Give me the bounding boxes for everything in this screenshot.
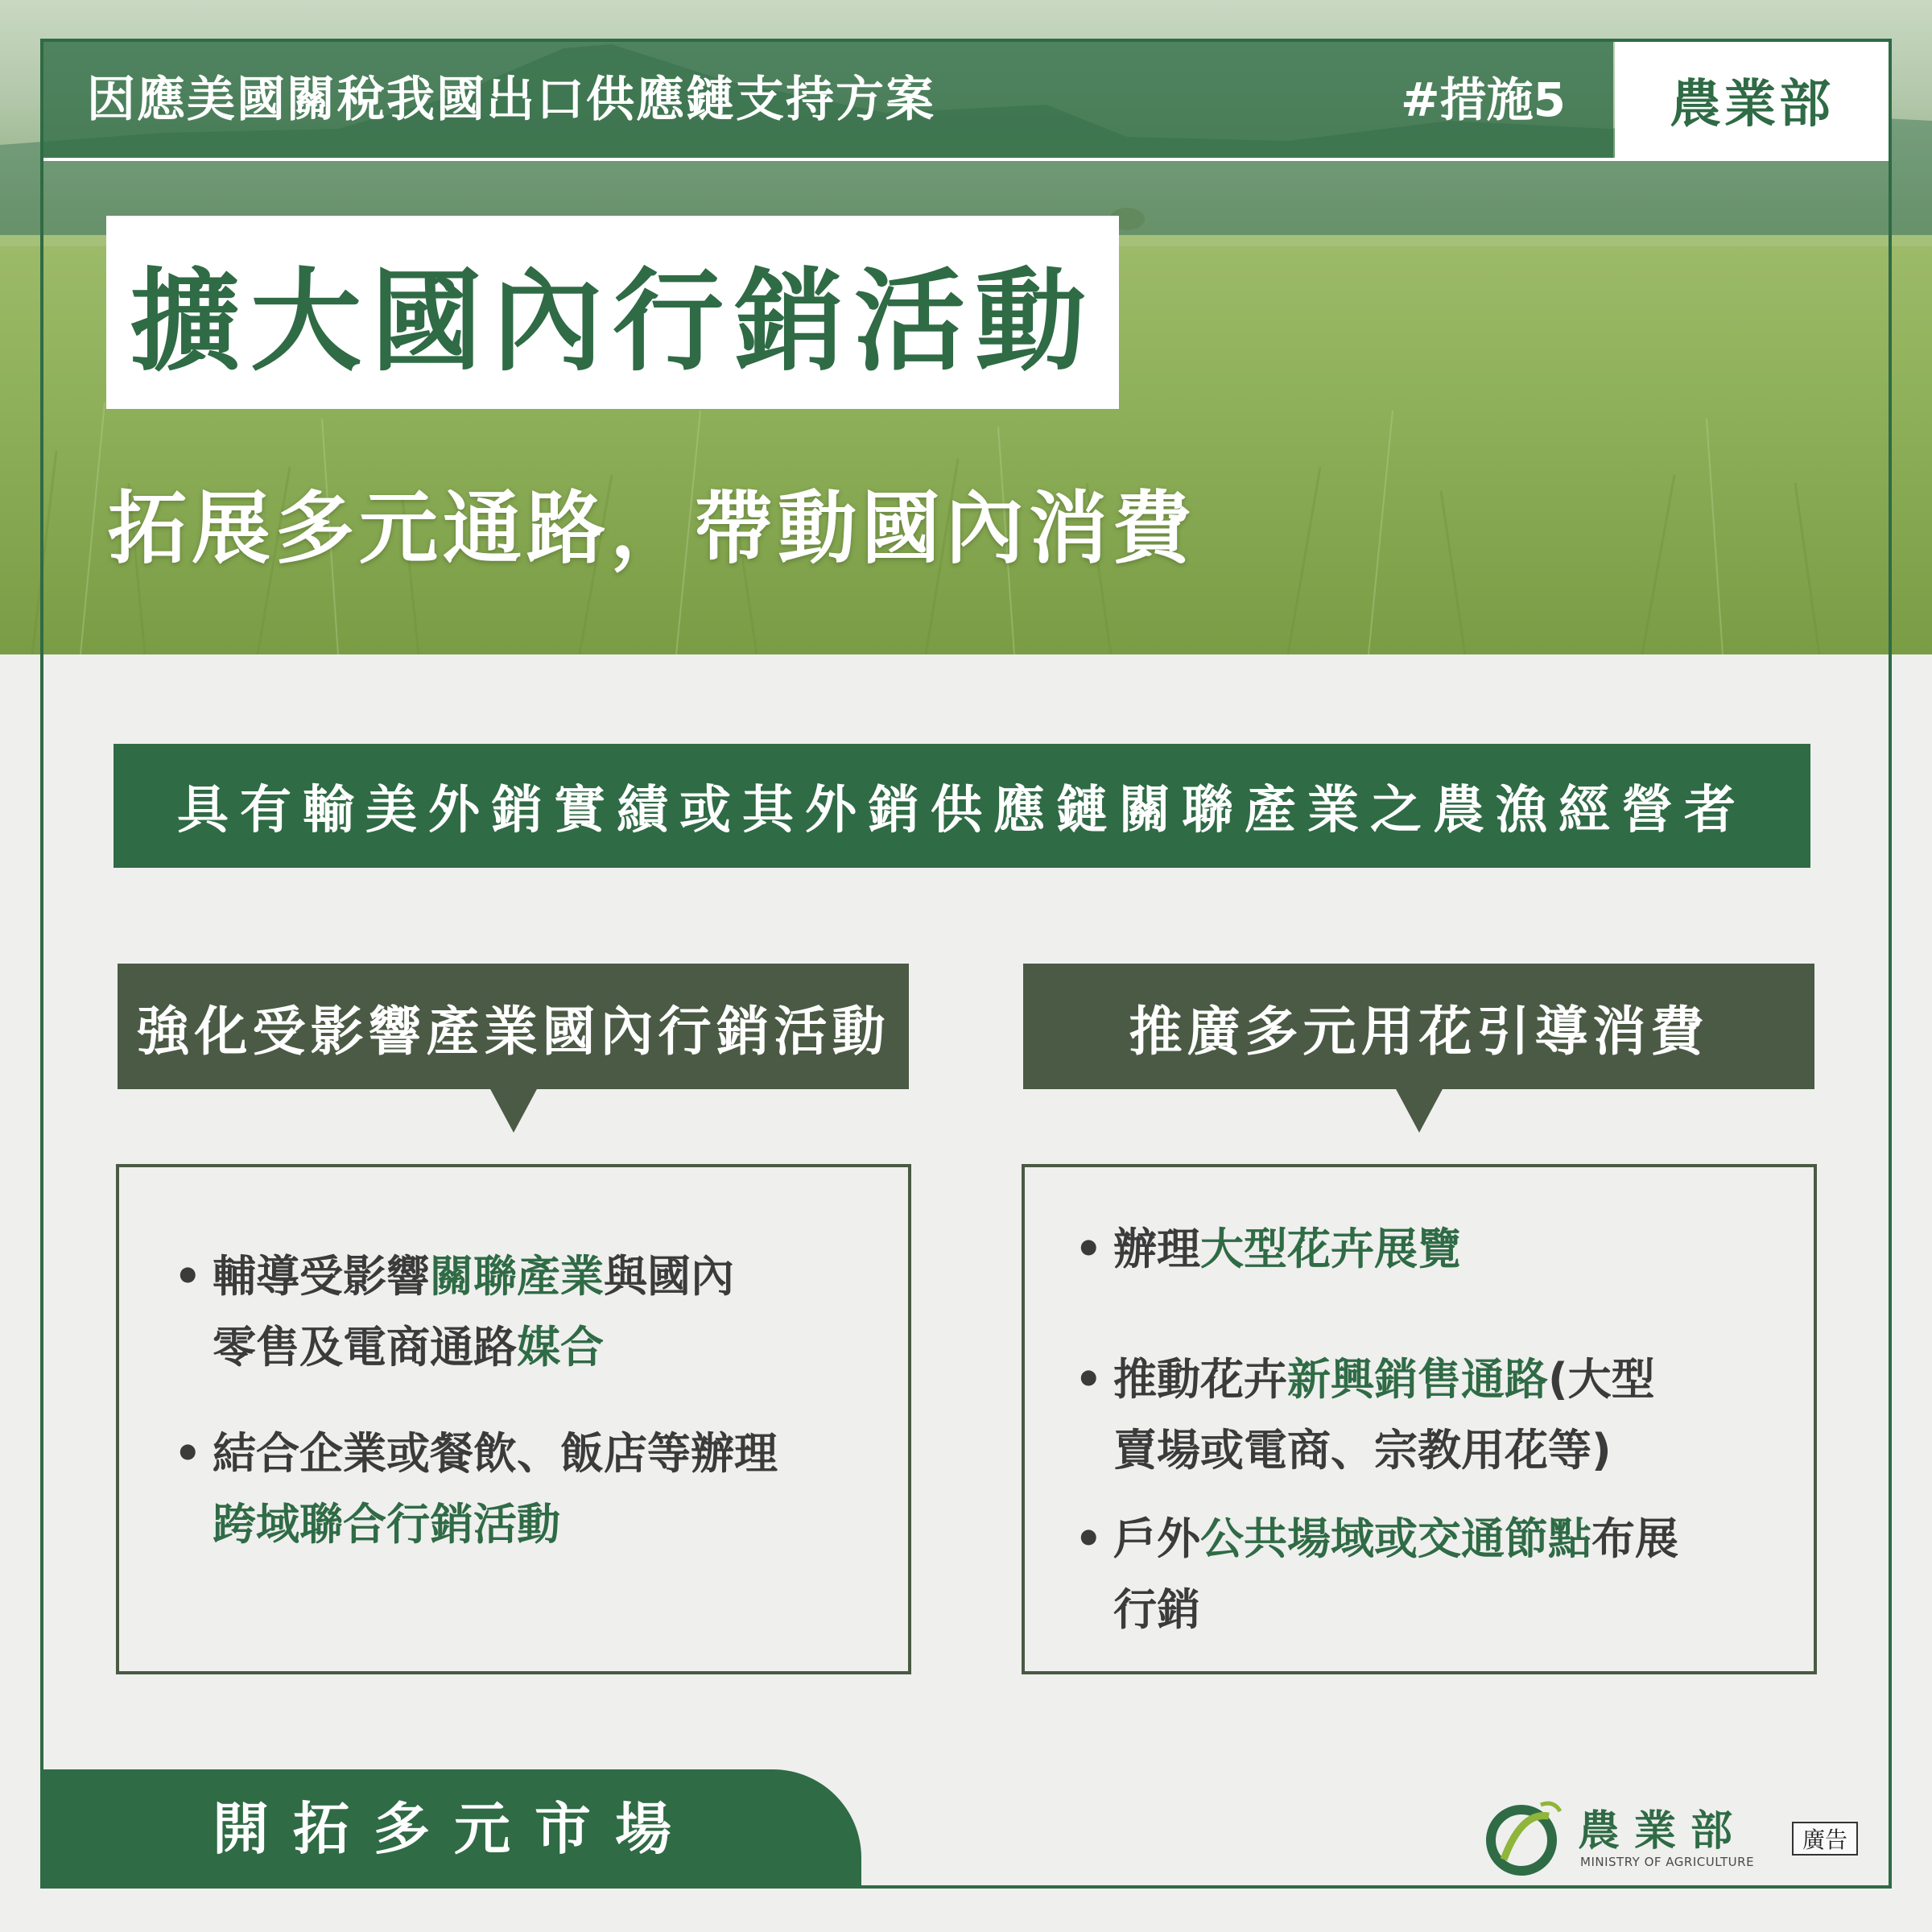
bullet-icon: •	[1075, 1513, 1103, 1564]
advertisement-badge	[1792, 1822, 1858, 1856]
item-text: 結合企業或餐飲、飯店等辦理	[213, 1428, 778, 1479]
list-item	[174, 1241, 734, 1383]
item-text: 賣場或電商、宗教用花等)	[1113, 1425, 1612, 1476]
ad-label: 廣告	[1802, 1827, 1847, 1853]
target-group-bar	[114, 744, 1810, 868]
bullet-icon: •	[174, 1428, 202, 1479]
item-text: 辦理	[1113, 1224, 1200, 1274]
agency-label: 農業部	[1670, 75, 1834, 134]
left-heading-text: 強化受影響產業國內行銷活動	[136, 1000, 890, 1063]
item-text: (大型	[1548, 1354, 1655, 1405]
footer-tab	[43, 1769, 861, 1889]
list-item	[1075, 1344, 1655, 1486]
logo-english-name: MINISTRY OF AGRICULTURE	[1580, 1855, 1755, 1869]
list-item	[174, 1418, 778, 1560]
frame-divider	[40, 158, 1892, 161]
item-highlight: 媒合	[517, 1322, 604, 1373]
down-arrow-icon	[1395, 1088, 1443, 1133]
item-highlight: 大型花卉展覽	[1200, 1224, 1461, 1274]
right-column-heading	[1023, 964, 1814, 1089]
left-content-box	[116, 1164, 911, 1674]
right-content-box	[1022, 1164, 1817, 1674]
item-text: 推動花卉	[1113, 1354, 1287, 1405]
bullet-icon: •	[1075, 1224, 1103, 1274]
right-heading-text: 推廣多元用花引導消費	[1129, 1000, 1709, 1063]
list-item	[1075, 1504, 1678, 1645]
footer-tab-label: 開拓多元市場	[213, 1796, 696, 1862]
bullet-icon: •	[174, 1251, 202, 1302]
logo-name: 農業部	[1578, 1806, 1748, 1856]
target-group-text: 具有輸美外銷實績或其外銷供應鏈關聯產業之農漁經營者	[177, 781, 1747, 840]
main-title: 擴大國內行銷活動	[129, 257, 1096, 386]
item-text: 戶外	[1113, 1513, 1200, 1564]
measure-tag: #措施5	[1401, 72, 1566, 127]
item-highlight: 關聯產業	[430, 1251, 604, 1302]
agency-label-box	[1615, 42, 1889, 158]
subtitle: 拓展多元通路，帶動國內消費	[108, 483, 1197, 575]
item-text: 布展	[1591, 1513, 1678, 1564]
item-highlight: 跨域聯合行銷活動	[213, 1499, 560, 1550]
main-title-box	[106, 216, 1119, 409]
down-arrow-icon	[489, 1088, 538, 1133]
list-item	[1075, 1214, 1461, 1285]
program-title: 因應美國關稅我國出口供應鏈支持方案	[87, 72, 935, 128]
item-text: 行銷	[1113, 1584, 1200, 1635]
bullet-icon: •	[1075, 1354, 1103, 1405]
item-text: 輔導受影響	[213, 1251, 430, 1302]
item-highlight: 新興銷售通路	[1287, 1354, 1548, 1405]
left-column-heading	[118, 964, 909, 1089]
item-highlight: 公共場域或交通節點	[1200, 1513, 1591, 1564]
item-text: 與國內	[604, 1251, 734, 1302]
item-text: 零售及電商通路	[213, 1322, 517, 1373]
